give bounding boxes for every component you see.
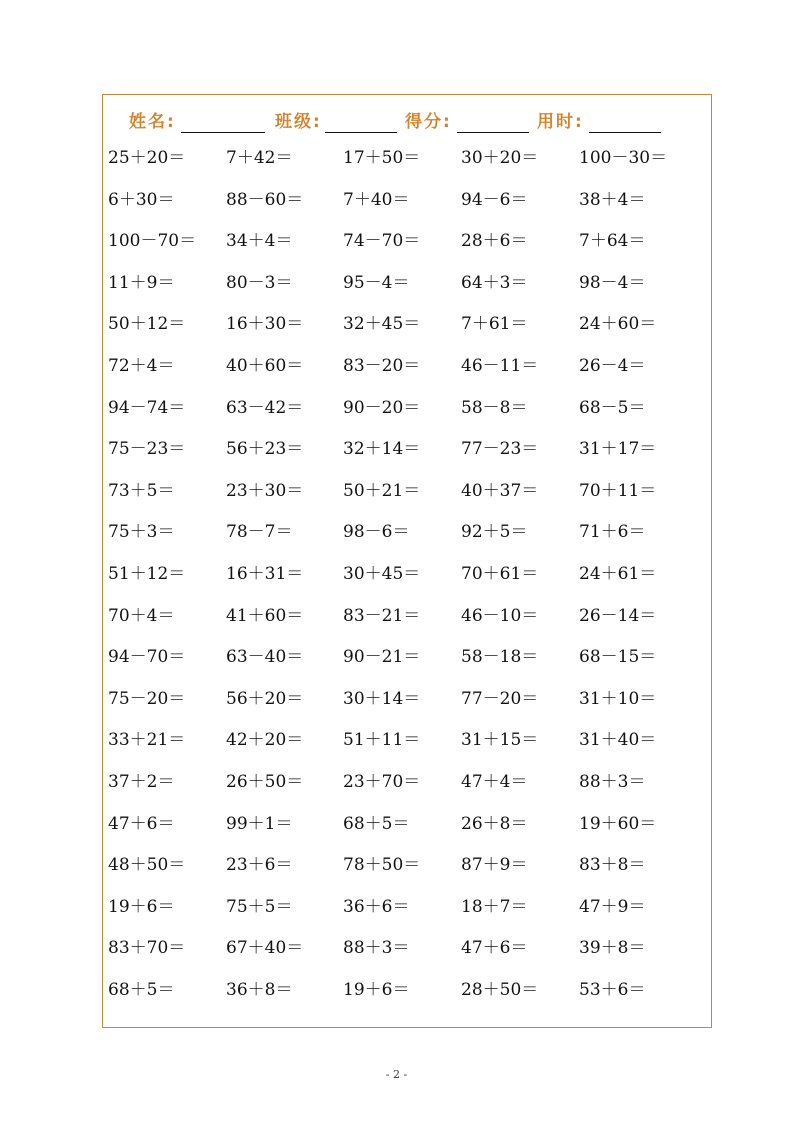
problem: 98－6＝ bbox=[343, 522, 410, 543]
problem: 73＋5＝ bbox=[108, 480, 175, 501]
problem: 63－42＝ bbox=[226, 397, 304, 418]
problem: 32＋14＝ bbox=[343, 439, 421, 460]
problem: 77－20＝ bbox=[461, 688, 539, 709]
problem: 68＋5＝ bbox=[343, 813, 410, 834]
problem: 75－20＝ bbox=[108, 688, 186, 709]
problem: 7＋42＝ bbox=[226, 148, 293, 168]
problem: 31＋15＝ bbox=[461, 730, 539, 751]
problem: 99＋1＝ bbox=[226, 813, 293, 834]
problem: 38＋4＝ bbox=[579, 189, 646, 210]
score-blank[interactable] bbox=[457, 132, 529, 133]
problem: 36＋8＝ bbox=[226, 980, 293, 1000]
problem: 94－70＝ bbox=[108, 647, 186, 668]
problem: 46－11＝ bbox=[461, 356, 539, 376]
problem: 78＋50＝ bbox=[343, 855, 421, 876]
problem: 98－4＝ bbox=[579, 272, 646, 293]
problem: 88＋3＝ bbox=[343, 938, 410, 959]
problem: 68＋5＝ bbox=[108, 980, 175, 1000]
problem: 68－5＝ bbox=[579, 397, 646, 418]
problem: 88＋3＝ bbox=[579, 772, 646, 792]
problem: 83＋70＝ bbox=[108, 938, 186, 959]
problem: 19＋6＝ bbox=[108, 896, 175, 917]
problem: 26－14＝ bbox=[579, 605, 657, 626]
name-blank[interactable] bbox=[181, 132, 265, 133]
problem: 17＋50＝ bbox=[343, 148, 421, 168]
problem: 7＋61＝ bbox=[461, 314, 528, 335]
problem: 50＋21＝ bbox=[343, 480, 421, 501]
problem: 24＋60＝ bbox=[579, 314, 657, 335]
problem: 47＋4＝ bbox=[461, 772, 528, 792]
problem: 26－4＝ bbox=[579, 356, 646, 376]
problem: 31＋17＝ bbox=[579, 439, 657, 460]
problem: 36＋6＝ bbox=[343, 896, 410, 917]
problem: 72＋4＝ bbox=[108, 356, 175, 376]
problem: 47＋6＝ bbox=[108, 813, 175, 834]
problem: 70＋11＝ bbox=[579, 480, 657, 501]
problem: 56＋23＝ bbox=[226, 439, 304, 460]
problem: 74－70＝ bbox=[343, 231, 421, 252]
problem: 53＋6＝ bbox=[579, 980, 646, 1000]
problem: 94－74＝ bbox=[108, 397, 186, 418]
problem: 30＋20＝ bbox=[461, 148, 539, 168]
problem: 50＋12＝ bbox=[108, 314, 186, 335]
problem: 63－40＝ bbox=[226, 647, 304, 668]
problem: 40＋60＝ bbox=[226, 356, 304, 376]
problem: 23＋70＝ bbox=[343, 772, 421, 792]
page-number: - 2 - bbox=[385, 1068, 408, 1081]
problem: 56＋20＝ bbox=[226, 688, 304, 709]
problem: 31＋10＝ bbox=[579, 688, 657, 709]
problem: 31＋40＝ bbox=[579, 730, 657, 751]
problem: 71＋6＝ bbox=[579, 522, 646, 543]
problem: 75＋5＝ bbox=[226, 896, 293, 917]
problem: 37＋2＝ bbox=[108, 772, 175, 792]
problem: 23＋30＝ bbox=[226, 480, 304, 501]
problem: 41＋60＝ bbox=[226, 605, 304, 626]
problem: 16＋31＝ bbox=[226, 564, 304, 584]
problem: 30＋14＝ bbox=[343, 688, 421, 709]
problem: 47＋6＝ bbox=[461, 938, 528, 959]
problem: 100－70＝ bbox=[108, 231, 197, 252]
problem: 16＋30＝ bbox=[226, 314, 304, 335]
problem: 64＋3＝ bbox=[461, 272, 528, 293]
problem: 75＋3＝ bbox=[108, 522, 175, 543]
problem: 78－7＝ bbox=[226, 522, 293, 543]
problem: 7＋64＝ bbox=[579, 231, 646, 252]
problem: 24＋61＝ bbox=[579, 564, 657, 584]
problem: 30＋45＝ bbox=[343, 564, 421, 584]
problem: 11＋9＝ bbox=[108, 272, 175, 293]
problem: 33＋21＝ bbox=[108, 730, 186, 751]
problem: 95－4＝ bbox=[343, 272, 410, 293]
problem: 92＋5＝ bbox=[461, 522, 528, 543]
problem: 32＋45＝ bbox=[343, 314, 421, 335]
problem: 23＋6＝ bbox=[226, 855, 293, 876]
problem: 28＋50＝ bbox=[461, 980, 539, 1000]
problem: 26＋8＝ bbox=[461, 813, 528, 834]
problem: 67＋40＝ bbox=[226, 938, 304, 959]
problem: 68－15＝ bbox=[579, 647, 657, 668]
problem: 40＋37＝ bbox=[461, 480, 539, 501]
problem: 88－60＝ bbox=[226, 189, 304, 210]
problem: 47＋9＝ bbox=[579, 896, 646, 917]
time-blank[interactable] bbox=[589, 132, 661, 133]
problem: 18＋7＝ bbox=[461, 896, 528, 917]
problem: 51＋11＝ bbox=[343, 730, 421, 751]
header-fields bbox=[103, 95, 711, 139]
worksheet bbox=[102, 94, 712, 1028]
problem: 28＋6＝ bbox=[461, 231, 528, 252]
problem: 83－20＝ bbox=[343, 356, 421, 376]
problem: 48＋50＝ bbox=[108, 855, 186, 876]
name-label: 姓名: bbox=[129, 112, 176, 132]
problem: 75－23＝ bbox=[108, 439, 186, 460]
problem: 7＋40＝ bbox=[343, 189, 410, 210]
problem: 58－8＝ bbox=[461, 397, 528, 418]
problem: 87＋9＝ bbox=[461, 855, 528, 876]
problem: 58－18＝ bbox=[461, 647, 539, 668]
problem: 80－3＝ bbox=[226, 272, 293, 293]
problem: 34＋4＝ bbox=[226, 231, 293, 252]
problem: 25＋20＝ bbox=[108, 148, 186, 168]
problem: 100－30＝ bbox=[579, 148, 668, 168]
class-blank[interactable] bbox=[325, 132, 397, 133]
problem: 19＋6＝ bbox=[343, 980, 410, 1000]
problem: 46－10＝ bbox=[461, 605, 539, 626]
problem: 26＋50＝ bbox=[226, 772, 304, 792]
problem: 83＋8＝ bbox=[579, 855, 646, 876]
score-label: 得分: bbox=[405, 112, 452, 132]
problem: 90－20＝ bbox=[343, 397, 421, 418]
class-label: 班级: bbox=[275, 112, 322, 132]
problem: 39＋8＝ bbox=[579, 938, 646, 959]
problem: 94－6＝ bbox=[461, 189, 528, 210]
problem: 70＋61＝ bbox=[461, 564, 539, 584]
problem: 70＋4＝ bbox=[108, 605, 175, 626]
problem: 42＋20＝ bbox=[226, 730, 304, 751]
problem: 83－21＝ bbox=[343, 605, 421, 626]
problem: 51＋12＝ bbox=[108, 564, 186, 584]
problem: 90－21＝ bbox=[343, 647, 421, 668]
time-label: 用时: bbox=[537, 112, 584, 132]
problem: 77－23＝ bbox=[461, 439, 539, 460]
problem: 6＋30＝ bbox=[108, 189, 175, 210]
problem: 19＋60＝ bbox=[579, 813, 657, 834]
